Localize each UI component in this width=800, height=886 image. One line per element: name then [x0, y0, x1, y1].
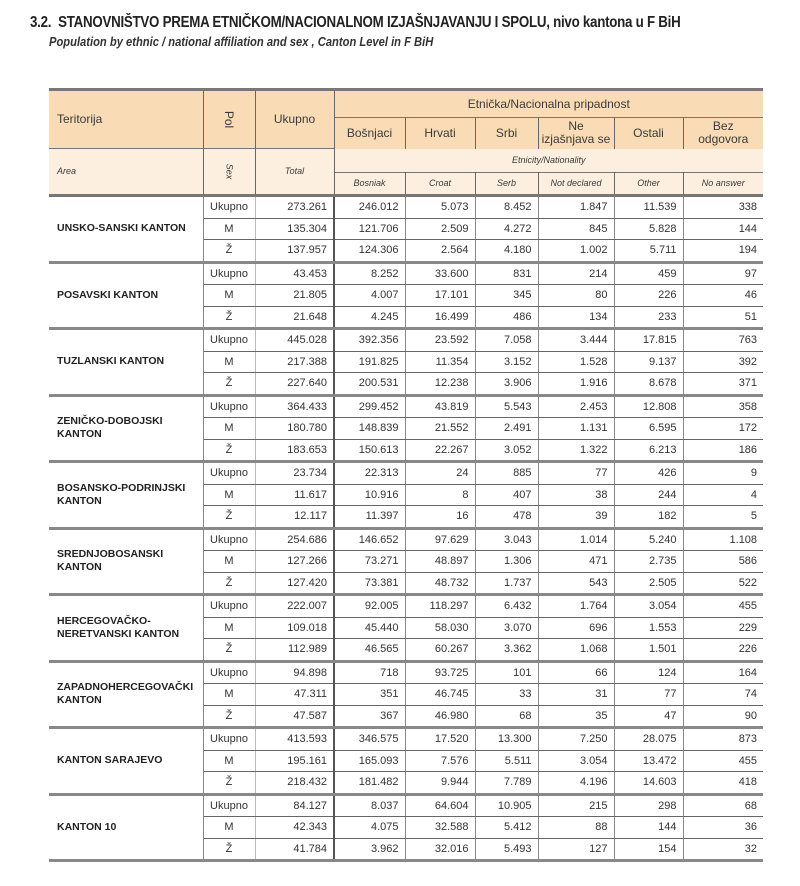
serb-cell: 3.043: [475, 528, 538, 551]
header-col-croat-en: Croat: [405, 173, 475, 196]
other-cell: 226: [614, 285, 683, 307]
table-row: [49, 728, 763, 751]
total-cell: 21.648: [255, 306, 334, 329]
total-cell: 137.957: [255, 240, 334, 263]
other-cell: 233: [614, 306, 683, 329]
not-declared-cell: 4.196: [538, 772, 614, 795]
croat-cell: 11.354: [405, 351, 475, 373]
other-cell: 14.603: [614, 772, 683, 795]
sex-cell: Ž: [203, 439, 255, 462]
croat-cell: 60.267: [405, 639, 475, 662]
total-cell: 445.028: [255, 329, 334, 352]
croat-cell: 12.238: [405, 373, 475, 396]
sex-cell: Ž: [203, 572, 255, 595]
bosniak-cell: 165.093: [334, 750, 405, 772]
not-declared-cell: 1.764: [538, 595, 614, 618]
other-cell: 3.054: [614, 595, 683, 618]
no-answer-cell: 5: [683, 506, 763, 529]
not-declared-cell: 214: [538, 262, 614, 285]
croat-cell: 32.016: [405, 838, 475, 861]
sex-cell: Ukupno: [203, 794, 255, 817]
sex-cell: Ukupno: [203, 262, 255, 285]
bosniak-cell: 299.452: [334, 395, 405, 418]
croat-cell: 7.576: [405, 750, 475, 772]
canton-name: POSAVSKI KANTON: [49, 262, 203, 329]
total-cell: 43.453: [255, 262, 334, 285]
sex-cell: M: [203, 551, 255, 573]
not-declared-cell: 1.528: [538, 351, 614, 373]
table-row: [49, 595, 763, 618]
table-number: 3.2.: [30, 14, 52, 31]
header-col-no-answer-en: No answer: [683, 173, 763, 196]
canton-name: ZAPADNOHERCEGOVAČKI KANTON: [49, 661, 203, 728]
croat-cell: 5.073: [405, 196, 475, 219]
no-answer-cell: 392: [683, 351, 763, 373]
serb-cell: 7.058: [475, 329, 538, 352]
bosniak-cell: 200.531: [334, 373, 405, 396]
bosniak-cell: 181.482: [334, 772, 405, 795]
serb-cell: 831: [475, 262, 538, 285]
table-row: [49, 794, 763, 817]
bosniak-cell: 46.565: [334, 639, 405, 662]
header-area-en: Area: [49, 149, 203, 196]
sex-cell: Ukupno: [203, 728, 255, 751]
total-cell: 227.640: [255, 373, 334, 396]
not-declared-cell: 1.847: [538, 196, 614, 219]
total-cell: 109.018: [255, 617, 334, 639]
total-cell: 11.617: [255, 484, 334, 506]
other-cell: 154: [614, 838, 683, 861]
not-declared-cell: 1.068: [538, 639, 614, 662]
bosniak-cell: 150.613: [334, 439, 405, 462]
no-answer-cell: 46: [683, 285, 763, 307]
no-answer-cell: 418: [683, 772, 763, 795]
header-col-bosniak: Bošnjaci: [334, 118, 405, 149]
bosniak-cell: 4.007: [334, 285, 405, 307]
other-cell: 459: [614, 262, 683, 285]
no-answer-cell: 97: [683, 262, 763, 285]
serb-cell: 4.272: [475, 218, 538, 240]
other-cell: 5.240: [614, 528, 683, 551]
header-ethnic-group-en: Etnicity/Nationality: [334, 149, 763, 173]
total-cell: 364.433: [255, 395, 334, 418]
other-cell: 2.505: [614, 572, 683, 595]
not-declared-cell: 31: [538, 684, 614, 706]
no-answer-cell: 186: [683, 439, 763, 462]
other-cell: 426: [614, 462, 683, 485]
other-cell: 12.808: [614, 395, 683, 418]
croat-cell: 93.725: [405, 661, 475, 684]
no-answer-cell: 68: [683, 794, 763, 817]
header-col-other-en: Other: [614, 173, 683, 196]
sex-cell: M: [203, 750, 255, 772]
total-cell: 413.593: [255, 728, 334, 751]
other-cell: 1.553: [614, 617, 683, 639]
croat-cell: 46.980: [405, 705, 475, 728]
croat-cell: 16: [405, 506, 475, 529]
bosniak-cell: 367: [334, 705, 405, 728]
other-cell: 6.595: [614, 418, 683, 440]
other-cell: 5.711: [614, 240, 683, 263]
header-col-not-declared: Ne izjašnjava se: [538, 118, 614, 149]
no-answer-cell: 371: [683, 373, 763, 396]
croat-cell: 33.600: [405, 262, 475, 285]
serb-cell: 478: [475, 506, 538, 529]
croat-cell: 48.897: [405, 551, 475, 573]
sex-cell: Ž: [203, 306, 255, 329]
total-cell: 222.007: [255, 595, 334, 618]
serb-cell: 345: [475, 285, 538, 307]
not-declared-cell: 845: [538, 218, 614, 240]
no-answer-cell: 90: [683, 705, 763, 728]
croat-cell: 24: [405, 462, 475, 485]
header-col-bosniak-en: Bosniak: [334, 173, 405, 196]
sex-cell: Ukupno: [203, 196, 255, 219]
croat-cell: 97.629: [405, 528, 475, 551]
canton-name: ZENIČKO-DOBOJSKI KANTON: [49, 395, 203, 462]
no-answer-cell: 873: [683, 728, 763, 751]
no-answer-cell: 358: [683, 395, 763, 418]
canton-name: SREDNJOBOSANSKI KANTON: [49, 528, 203, 595]
sex-cell: Ž: [203, 240, 255, 263]
total-cell: 218.432: [255, 772, 334, 795]
bosniak-cell: 191.825: [334, 351, 405, 373]
sex-cell: Ž: [203, 373, 255, 396]
serb-cell: 5.543: [475, 395, 538, 418]
serb-cell: 3.362: [475, 639, 538, 662]
serb-cell: 5.493: [475, 838, 538, 861]
not-declared-cell: 2.453: [538, 395, 614, 418]
sex-cell: Ukupno: [203, 329, 255, 352]
croat-cell: 118.297: [405, 595, 475, 618]
sex-cell: M: [203, 617, 255, 639]
croat-cell: 2.564: [405, 240, 475, 263]
serb-cell: 33: [475, 684, 538, 706]
other-cell: 17.815: [614, 329, 683, 352]
header-sex: [203, 90, 255, 149]
serb-cell: 1.306: [475, 551, 538, 573]
canton-name: UNSKO-SANSKI KANTON: [49, 196, 203, 263]
not-declared-cell: 80: [538, 285, 614, 307]
no-answer-cell: 1.108: [683, 528, 763, 551]
bosniak-cell: 4.245: [334, 306, 405, 329]
not-declared-cell: 35: [538, 705, 614, 728]
no-answer-cell: 455: [683, 595, 763, 618]
sex-cell: M: [203, 418, 255, 440]
croat-cell: 17.520: [405, 728, 475, 751]
not-declared-cell: 1.916: [538, 373, 614, 396]
no-answer-cell: 51: [683, 306, 763, 329]
total-cell: 41.784: [255, 838, 334, 861]
table-row: [49, 528, 763, 551]
not-declared-cell: 543: [538, 572, 614, 595]
other-cell: 6.213: [614, 439, 683, 462]
bosniak-cell: 11.397: [334, 506, 405, 529]
croat-cell: 16.499: [405, 306, 475, 329]
croat-cell: 48.732: [405, 572, 475, 595]
bosniak-cell: 8.252: [334, 262, 405, 285]
no-answer-cell: 4: [683, 484, 763, 506]
bosniak-cell: 146.652: [334, 528, 405, 551]
header-total-en: Total: [255, 149, 334, 196]
not-declared-cell: 39: [538, 506, 614, 529]
other-cell: 5.828: [614, 218, 683, 240]
header-sex-en-label: Sex: [224, 163, 235, 180]
no-answer-cell: 763: [683, 329, 763, 352]
not-declared-cell: 134: [538, 306, 614, 329]
croat-cell: 2.509: [405, 218, 475, 240]
croat-cell: 58.030: [405, 617, 475, 639]
bosniak-cell: 73.271: [334, 551, 405, 573]
total-cell: 127.266: [255, 551, 334, 573]
table-subtitle: Population by ethnic / national affiliation and sex , Canton Level in F BiH: [49, 34, 434, 49]
serb-cell: 8.452: [475, 196, 538, 219]
serb-cell: 13.300: [475, 728, 538, 751]
bosniak-cell: 148.839: [334, 418, 405, 440]
title-block: [30, 14, 800, 49]
total-cell: 42.343: [255, 817, 334, 839]
sex-cell: Ukupno: [203, 395, 255, 418]
croat-cell: 8: [405, 484, 475, 506]
croat-cell: 32.588: [405, 817, 475, 839]
table-row: [49, 462, 763, 485]
total-cell: 21.805: [255, 285, 334, 307]
header-sex-en: [203, 149, 255, 196]
serb-cell: 7.789: [475, 772, 538, 795]
bosniak-cell: 3.962: [334, 838, 405, 861]
sex-cell: M: [203, 684, 255, 706]
total-cell: 112.989: [255, 639, 334, 662]
bosniak-cell: 22.313: [334, 462, 405, 485]
total-cell: 127.420: [255, 572, 334, 595]
not-declared-cell: 3.444: [538, 329, 614, 352]
no-answer-cell: 32: [683, 838, 763, 861]
canton-name: KANTON 10: [49, 794, 203, 861]
other-cell: 77: [614, 684, 683, 706]
serb-cell: 101: [475, 661, 538, 684]
header-area: Teritorija: [49, 90, 203, 149]
canton-name: HERCEGOVAČKO-NERETVANSKI KANTON: [49, 595, 203, 662]
other-cell: 13.472: [614, 750, 683, 772]
table-row: [49, 329, 763, 352]
header-col-croat: Hrvati: [405, 118, 475, 149]
other-cell: 244: [614, 484, 683, 506]
croat-cell: 22.267: [405, 439, 475, 462]
total-cell: 135.304: [255, 218, 334, 240]
not-declared-cell: 471: [538, 551, 614, 573]
table-row: [49, 262, 763, 285]
sex-cell: Ž: [203, 639, 255, 662]
table-title: [30, 14, 692, 32]
no-answer-cell: 338: [683, 196, 763, 219]
serb-cell: 5.412: [475, 817, 538, 839]
bosniak-cell: 8.037: [334, 794, 405, 817]
bosniak-cell: 351: [334, 684, 405, 706]
other-cell: 298: [614, 794, 683, 817]
sex-cell: Ž: [203, 772, 255, 795]
no-answer-cell: 226: [683, 639, 763, 662]
serb-cell: 2.491: [475, 418, 538, 440]
canton-name: KANTON SARAJEVO: [49, 728, 203, 795]
not-declared-cell: 215: [538, 794, 614, 817]
other-cell: 28.075: [614, 728, 683, 751]
bosniak-cell: 392.356: [334, 329, 405, 352]
serb-cell: 4.180: [475, 240, 538, 263]
no-answer-cell: 455: [683, 750, 763, 772]
header-col-not-declared-en: Not declared: [538, 173, 614, 196]
sex-cell: Ukupno: [203, 528, 255, 551]
total-cell: 12.117: [255, 506, 334, 529]
not-declared-cell: 77: [538, 462, 614, 485]
croat-cell: 17.101: [405, 285, 475, 307]
header-col-serb-en: Serb: [475, 173, 538, 196]
bosniak-cell: 121.706: [334, 218, 405, 240]
population-table: [49, 88, 763, 862]
total-cell: 47.587: [255, 705, 334, 728]
header-sex-label: Pol: [222, 110, 237, 129]
header-ethnic-group: Etnička/Nacionalna pripadnost: [334, 90, 763, 118]
serb-cell: 3.070: [475, 617, 538, 639]
other-cell: 9.137: [614, 351, 683, 373]
sex-cell: M: [203, 817, 255, 839]
header-col-no-answer: Bez odgovora: [683, 118, 763, 149]
sex-cell: Ž: [203, 506, 255, 529]
sex-cell: Ukupno: [203, 661, 255, 684]
sex-cell: M: [203, 285, 255, 307]
total-cell: 23.734: [255, 462, 334, 485]
sex-cell: M: [203, 351, 255, 373]
other-cell: 2.735: [614, 551, 683, 573]
no-answer-cell: 74: [683, 684, 763, 706]
croat-cell: 21.552: [405, 418, 475, 440]
total-cell: 273.261: [255, 196, 334, 219]
serb-cell: 407: [475, 484, 538, 506]
not-declared-cell: 38: [538, 484, 614, 506]
serb-cell: 68: [475, 705, 538, 728]
bosniak-cell: 246.012: [334, 196, 405, 219]
sex-cell: Ž: [203, 838, 255, 861]
bosniak-cell: 4.075: [334, 817, 405, 839]
no-answer-cell: 522: [683, 572, 763, 595]
serb-cell: 3.906: [475, 373, 538, 396]
not-declared-cell: 1.002: [538, 240, 614, 263]
total-cell: 180.780: [255, 418, 334, 440]
header-col-other: Ostali: [614, 118, 683, 149]
sex-cell: M: [203, 218, 255, 240]
serb-cell: 5.511: [475, 750, 538, 772]
serb-cell: 3.052: [475, 439, 538, 462]
canton-name: BOSANSKO-PODRINJSKI KANTON: [49, 462, 203, 529]
other-cell: 182: [614, 506, 683, 529]
bosniak-cell: 92.005: [334, 595, 405, 618]
no-answer-cell: 164: [683, 661, 763, 684]
serb-cell: 10.905: [475, 794, 538, 817]
not-declared-cell: 1.014: [538, 528, 614, 551]
not-declared-cell: 66: [538, 661, 614, 684]
no-answer-cell: 9: [683, 462, 763, 485]
total-cell: 183.653: [255, 439, 334, 462]
no-answer-cell: 144: [683, 218, 763, 240]
sex-cell: Ukupno: [203, 595, 255, 618]
bosniak-cell: 346.575: [334, 728, 405, 751]
serb-cell: 1.737: [475, 572, 538, 595]
not-declared-cell: 696: [538, 617, 614, 639]
bosniak-cell: 73.381: [334, 572, 405, 595]
table-row: [49, 196, 763, 219]
sex-cell: M: [203, 484, 255, 506]
not-declared-cell: 127: [538, 838, 614, 861]
canton-name: TUZLANSKI KANTON: [49, 329, 203, 396]
serb-cell: 486: [475, 306, 538, 329]
other-cell: 1.501: [614, 639, 683, 662]
header-col-serb: Srbi: [475, 118, 538, 149]
not-declared-cell: 3.054: [538, 750, 614, 772]
bosniak-cell: 10.916: [334, 484, 405, 506]
croat-cell: 23.592: [405, 329, 475, 352]
total-cell: 47.311: [255, 684, 334, 706]
croat-cell: 46.745: [405, 684, 475, 706]
total-cell: 84.127: [255, 794, 334, 817]
other-cell: 8.678: [614, 373, 683, 396]
no-answer-cell: 36: [683, 817, 763, 839]
bosniak-cell: 45.440: [334, 617, 405, 639]
not-declared-cell: 88: [538, 817, 614, 839]
croat-cell: 64.604: [405, 794, 475, 817]
no-answer-cell: 172: [683, 418, 763, 440]
croat-cell: 9.944: [405, 772, 475, 795]
table-body: [49, 196, 763, 861]
total-cell: 195.161: [255, 750, 334, 772]
bosniak-cell: 124.306: [334, 240, 405, 263]
not-declared-cell: 1.131: [538, 418, 614, 440]
other-cell: 11.539: [614, 196, 683, 219]
other-cell: 144: [614, 817, 683, 839]
not-declared-cell: 1.322: [538, 439, 614, 462]
not-declared-cell: 7.250: [538, 728, 614, 751]
total-cell: 254.686: [255, 528, 334, 551]
table-header: [49, 90, 763, 196]
table-title-text: STANOVNIŠTVO PREMA ETNIČKOM/NACIONALNOM IZJAŠNJAVANJU I SPOLU, nivo kantona u F BiH: [58, 14, 681, 31]
table-row: [49, 661, 763, 684]
sex-cell: Ukupno: [203, 462, 255, 485]
no-answer-cell: 194: [683, 240, 763, 263]
bosniak-cell: 718: [334, 661, 405, 684]
total-cell: 94.898: [255, 661, 334, 684]
other-cell: 124: [614, 661, 683, 684]
other-cell: 47: [614, 705, 683, 728]
serb-cell: 3.152: [475, 351, 538, 373]
no-answer-cell: 586: [683, 551, 763, 573]
croat-cell: 43.819: [405, 395, 475, 418]
total-cell: 217.388: [255, 351, 334, 373]
serb-cell: 885: [475, 462, 538, 485]
no-answer-cell: 229: [683, 617, 763, 639]
header-total: Ukupno: [255, 90, 334, 149]
serb-cell: 6.432: [475, 595, 538, 618]
table-row: [49, 395, 763, 418]
sex-cell: Ž: [203, 705, 255, 728]
